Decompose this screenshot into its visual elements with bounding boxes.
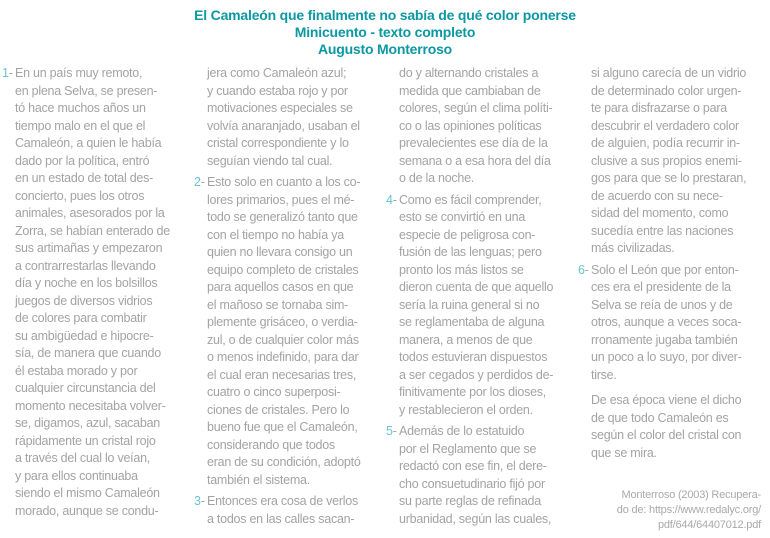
text-line: para aquellos casos en que [207, 280, 354, 294]
text-line: también el sistema. [207, 472, 310, 487]
text-column [386, 65, 570, 532]
text-columns [0, 65, 770, 533]
text-line: día y noche en los bolsillos [15, 276, 158, 290]
text-line: rápidamente un cristal rojo [15, 433, 156, 448]
text-line: más civilizadas. [591, 241, 675, 255]
text-line: plemente grisáceo, o verdia- [207, 315, 358, 329]
text-line: sucedía entre las naciones [591, 223, 734, 238]
text-line: y cuando estaba rojo y por [207, 83, 348, 98]
text-line: pronto los más listos se [399, 262, 524, 277]
text-line: o de la noche. [399, 171, 475, 185]
text-line: zul, o de cualquier color más [207, 332, 359, 347]
text-line: morado, aunque se condu- [15, 503, 159, 518]
text-line: él estaba morado y por [15, 363, 138, 378]
text-line: fusión de las lenguas; pero [399, 245, 542, 259]
text-column [578, 65, 762, 533]
text-line: te para disfrazarse o para [591, 101, 727, 115]
text-line: Solo el León que por enton- [591, 262, 739, 277]
text-line: otros, aunque a veces soca- [591, 315, 742, 329]
text-line: de determinado color urgen- [591, 83, 742, 98]
text-line: sus artimañas y empezaron [15, 241, 163, 255]
citation-line: Monterroso (2003) Recupera- [621, 489, 761, 501]
text-line: descubrir el verdadero color [591, 118, 739, 133]
text-line: según el color del cristal con [591, 428, 742, 442]
text-line: bueno fue que el Camaleón, [207, 420, 358, 434]
text-line: siendo el mismo Camaleón [15, 486, 160, 500]
text-line: Esto solo en cuanto a los co- [207, 175, 361, 189]
text-line: y restablecieron el orden. [399, 402, 533, 417]
text-line: quien no llevara consigo un [207, 245, 353, 259]
text-line: cuatro o cinco superposi- [207, 385, 341, 399]
text-line: su ambigüedad e hipocre- [15, 328, 154, 343]
text-line: do y alternando cristales a [399, 66, 539, 80]
text-line: ces era el presidente de la [591, 280, 731, 294]
paragraph [578, 262, 762, 385]
paragraph [386, 423, 570, 528]
text-line: concierto, pues los otros [15, 188, 145, 203]
text-line: a contrarrestarlas llevando [15, 258, 156, 273]
text-line: el cual eran necesarias tres, [207, 367, 357, 382]
text-column [2, 65, 186, 524]
story-title: El Camaleón que finalmente no sabía de qué color ponerse [194, 7, 576, 23]
text-line: el mañoso se tornaba sim- [207, 297, 349, 312]
text-line: un poco a lo suyo, por diver- [591, 350, 742, 364]
text-line: redactó con ese fin, el dere- [399, 459, 547, 473]
text-line: o menos indefinido, para dar [207, 350, 359, 364]
paragraph [578, 65, 762, 258]
text-line: de que todo Camaleón es [591, 410, 729, 425]
text-line: y para ellos continuaba [15, 468, 138, 483]
text-line: su parte reglas de refinada [399, 494, 541, 508]
text-line: Como es fácil comprender, [399, 192, 542, 207]
text-line: equipo completo de cristales [207, 262, 359, 277]
text-line: Camaleón, a quien le había [15, 136, 162, 150]
text-line: de colores para combatir [15, 311, 147, 325]
paragraph-number: 4- [386, 192, 397, 207]
text-line: colores, según el clima políti- [399, 101, 553, 115]
text-column [194, 65, 378, 532]
text-line: juegos de diversos vidrios [15, 293, 153, 308]
text-line: motivaciones especiales se [207, 101, 353, 115]
text-line: con el tiempo no había ya [207, 227, 344, 242]
text-line: seguían viendo tal cual. [207, 153, 333, 168]
text-line: por el Reglamento que se [399, 441, 537, 456]
text-line: medida que cambiaban de [399, 83, 541, 98]
text-line: finitivamente por los dioses, [399, 385, 546, 399]
text-line: dado por la política, entró [15, 153, 150, 168]
text-line: a todos en las calles sacan- [207, 511, 355, 526]
text-line: semana o a esa hora del día [399, 153, 551, 168]
text-line: tirse. [591, 367, 617, 382]
text-line: animales, asesorados por la [15, 206, 165, 220]
text-line: momento necesitaba volver- [15, 398, 166, 413]
story-author: Augusto Monterroso [317, 41, 453, 57]
paragraph-number: 1- [2, 66, 13, 80]
text-line: tó hace muchos años un [15, 101, 146, 115]
text-line: En un país muy remoto, [15, 66, 143, 80]
text-line: esto se convirtió en una [399, 210, 526, 224]
text-line: Selva se reía de unos y de [591, 297, 733, 312]
text-line: urbanidad, según las cuales, [399, 511, 552, 526]
document-header [0, 0, 770, 58]
text-line: se, digamos, azul, sacaban [15, 416, 160, 430]
text-line: todos estuvieran dispuestos [399, 350, 548, 364]
text-line: en plena Selva, se presen- [15, 83, 158, 98]
paragraph [194, 493, 378, 528]
text-line: tiempo malo en el que el [15, 118, 146, 133]
paragraph [2, 65, 186, 520]
text-line: cualquier circunstancia del [15, 381, 156, 395]
text-line: sería la ruina general si no [399, 297, 540, 312]
paragraph-number: 6- [578, 262, 589, 277]
citation-line: do de: https://www.redalyc.org/ [616, 504, 761, 516]
text-line: co o las opiniones políticas [399, 118, 542, 133]
text-line: sidad del momento, como [591, 206, 729, 220]
text-line: jera como Camaleón azul; [207, 66, 347, 80]
text-line: cho consuetudinario fijó por [399, 476, 545, 491]
text-line: gos para que se lo prestaran, [591, 171, 747, 185]
text-line: Entonces era cosa de verlos [207, 494, 358, 508]
text-line: eran de su condición, adoptó [207, 455, 361, 469]
text-line: considerando que todos [207, 437, 335, 452]
text-line: Además de lo estatuido [399, 424, 525, 438]
story-subtitle: Minicuento - texto completo [294, 24, 476, 40]
text-line: que se mira. [591, 445, 657, 460]
paragraph [578, 392, 762, 462]
text-line: lores primarios, pues el mé- [207, 192, 355, 207]
citation [578, 488, 762, 533]
text-line: a través del cual lo veían, [15, 451, 150, 465]
text-line: todo se generalizó tanto que [207, 210, 358, 224]
text-line: cristal correspondiente y lo [207, 136, 349, 150]
text-line: prevalecientes ese día de la [399, 136, 548, 150]
text-line: a ser cegados y perdidos de- [399, 367, 554, 382]
text-line: en un estado de total des- [15, 171, 154, 185]
paragraph-number: 2- [194, 175, 205, 189]
text-line: volvía anaranjado, usaban el [207, 118, 360, 133]
text-line: sía, de manera que cuando [15, 346, 161, 360]
text-line: clusive a sus propios enemi- [591, 153, 742, 168]
paragraph [194, 174, 378, 489]
text-line: De esa época viene el dicho [591, 393, 742, 407]
text-line: Zorra, se habían enterado de [15, 223, 170, 238]
text-line: de acuerdo con su nece- [591, 188, 723, 203]
text-line: se reglamentaba de alguna [399, 315, 545, 329]
paragraph [386, 192, 570, 420]
paragraph [194, 65, 378, 170]
text-line: rronamente jugaba también [591, 332, 738, 347]
paragraph-number: 5- [386, 424, 397, 438]
text-line: manera, a menos de que [399, 332, 533, 347]
paragraph [386, 65, 570, 188]
text-line: dieron cuenta de que aquello [399, 280, 554, 294]
citation-line: pdf/644/64407012.pdf [657, 519, 761, 531]
text-line: de alguien, podía recurrir in- [591, 136, 740, 150]
text-line: especie de peligrosa con- [399, 227, 536, 242]
text-line: ciones de cristales. Pero lo [207, 402, 350, 417]
paragraph-number: 3- [194, 494, 205, 508]
text-line: si alguno carecía de un vidrio [591, 66, 747, 80]
